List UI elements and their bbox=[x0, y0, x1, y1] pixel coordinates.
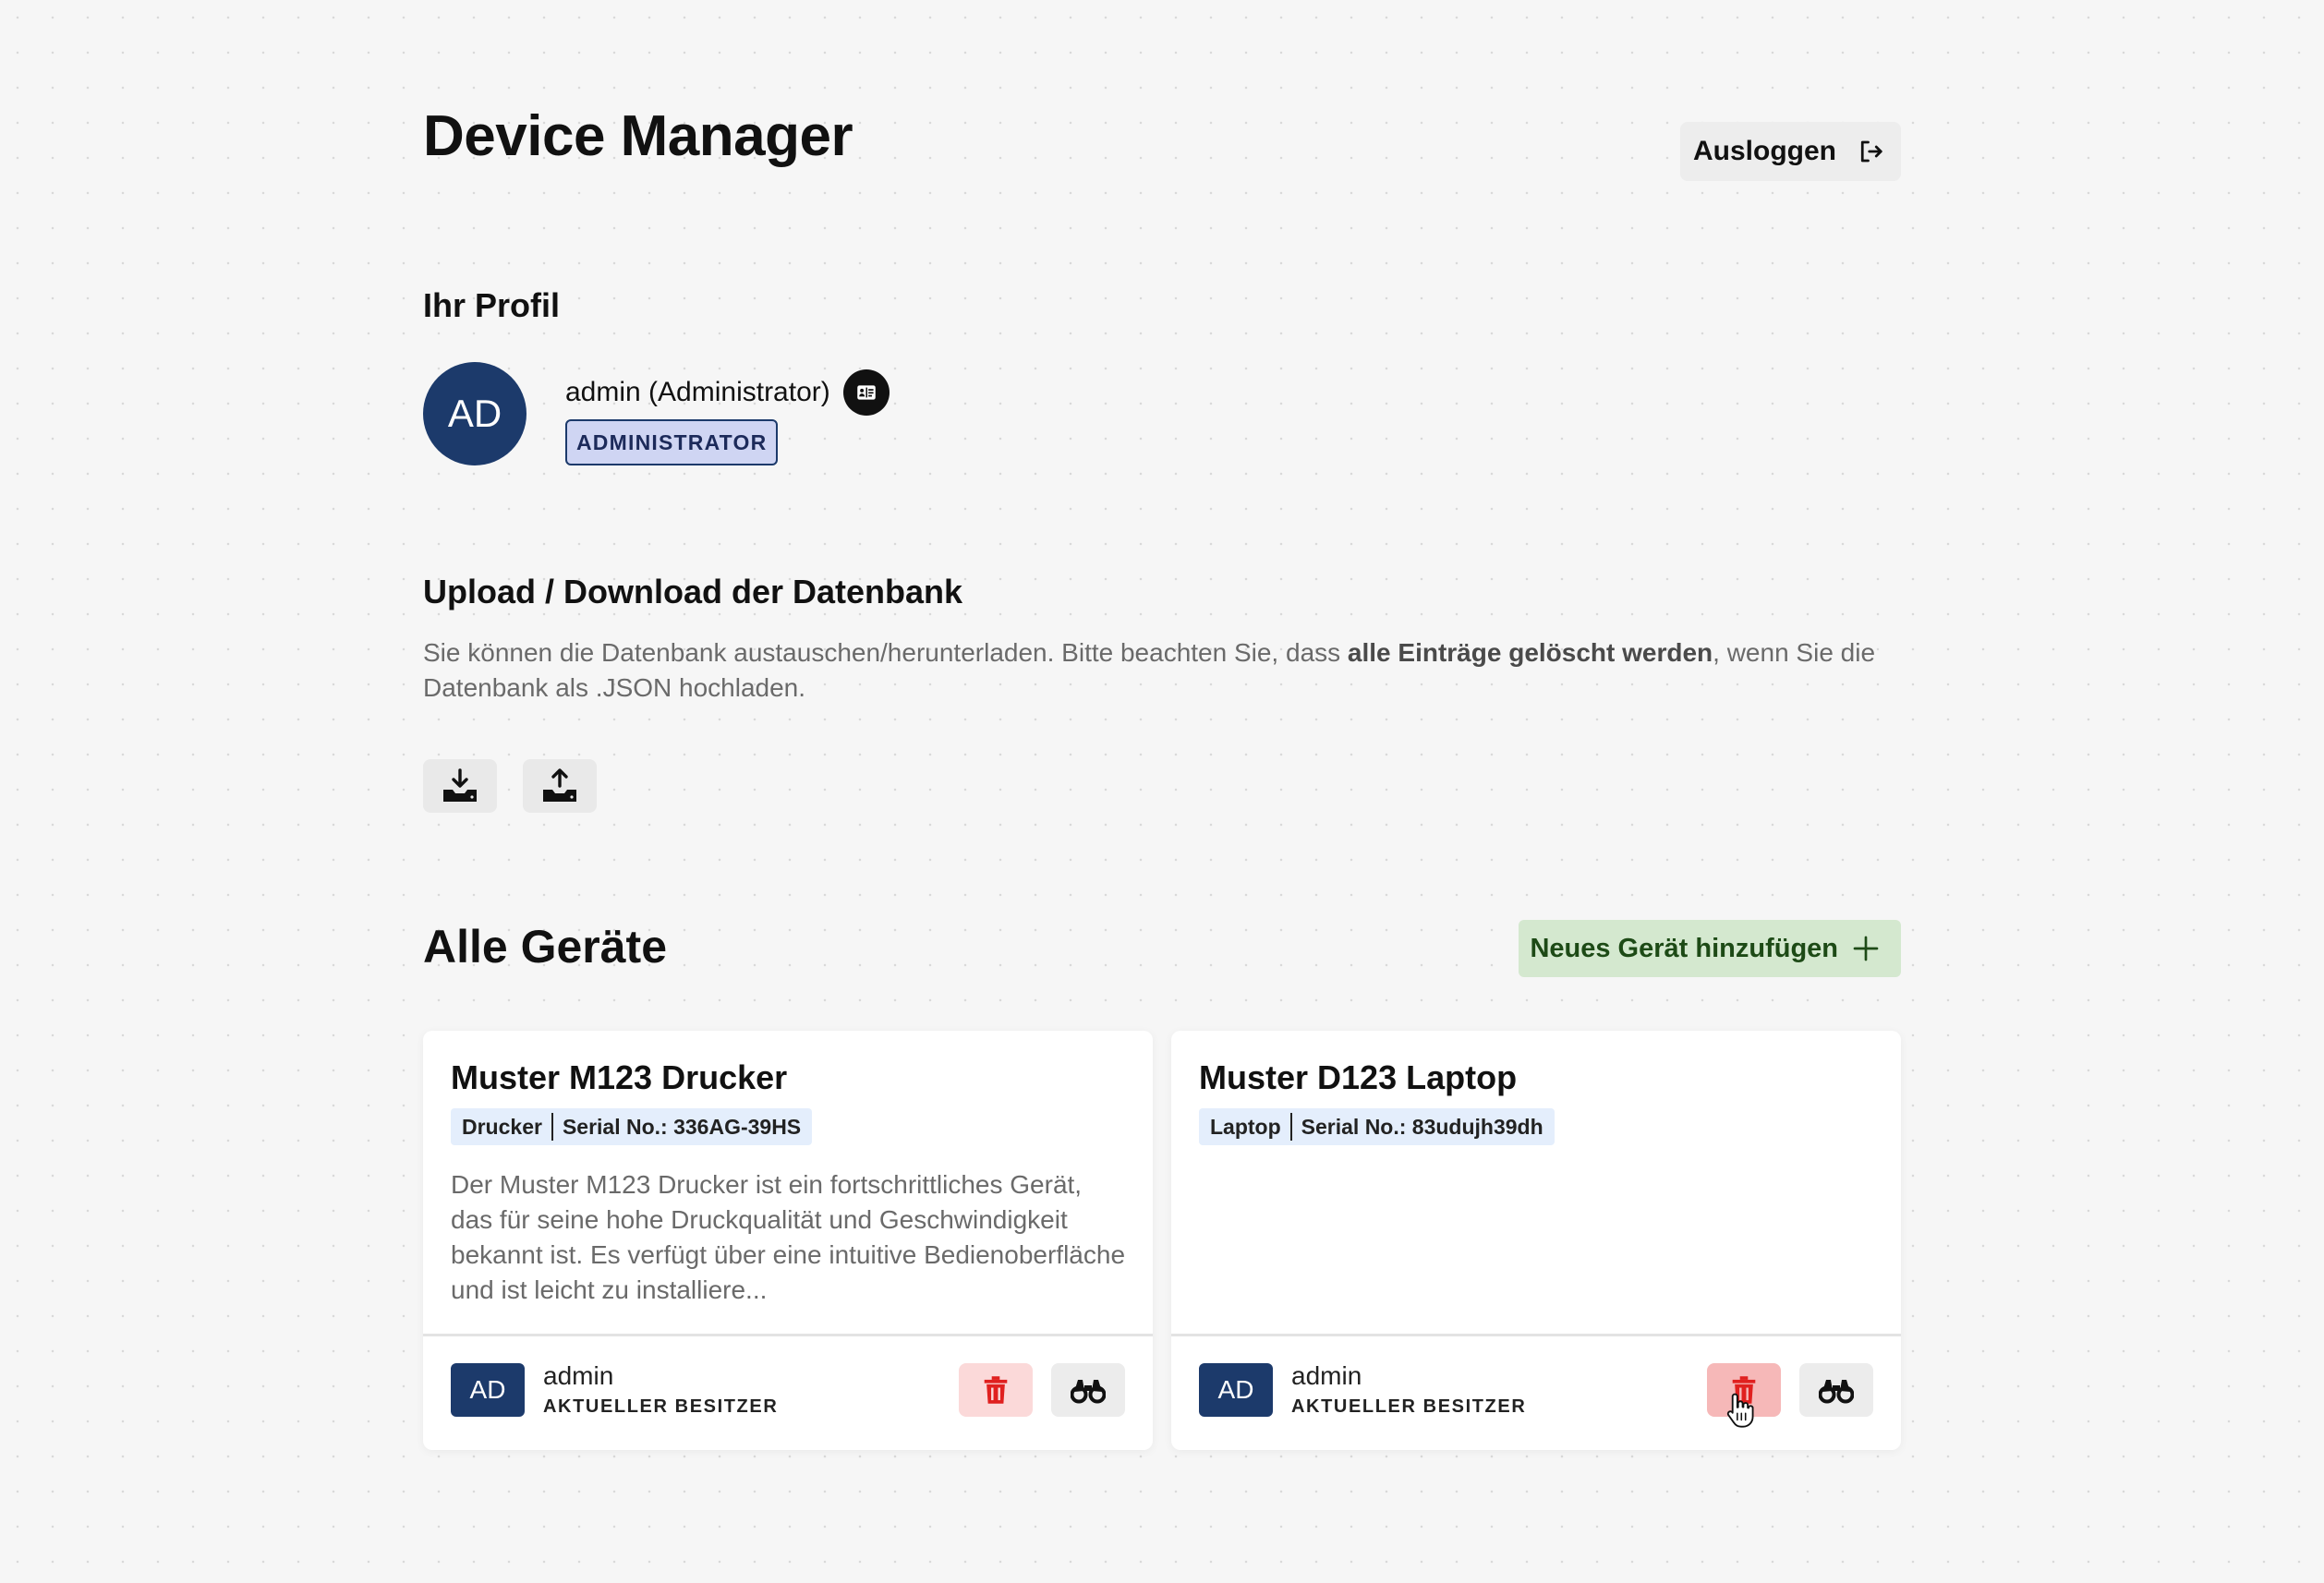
card-divider bbox=[423, 1334, 1153, 1336]
device-description: Der Muster M123 Drucker ist ein fortschrittliches Gerät, das für seine hohe Druckqualität und Geschwindigkeit bekannt ist. Es verfügt über eine intuitive Bedienoberfläche und ist leicht zu installiere... bbox=[451, 1170, 1126, 1304]
upload-database-button[interactable] bbox=[523, 759, 597, 813]
add-device-label: Neues Gerät hinzufügen bbox=[1530, 933, 1838, 963]
app-title: Device Manager bbox=[423, 104, 853, 168]
device-title: Muster M123 Drucker bbox=[451, 1058, 788, 1096]
owner-name: admin bbox=[543, 1361, 614, 1390]
database-section-title: Upload / Download der Datenbank bbox=[423, 573, 963, 610]
plus-icon bbox=[1851, 934, 1881, 963]
device-type-tag: Drucker bbox=[462, 1114, 542, 1139]
database-description bbox=[423, 635, 1901, 706]
add-device-button[interactable] bbox=[1519, 920, 1901, 977]
owner-role: AKTUELLER BESITZER bbox=[543, 1396, 779, 1417]
database-description-text: Sie können die Datenbank austauschen/herunterladen. Bitte beachten Sie, dass bbox=[423, 638, 1348, 667]
trash-icon bbox=[982, 1375, 1010, 1405]
device-card bbox=[1171, 1031, 1901, 1450]
profile-avatar: AD bbox=[423, 362, 527, 465]
tag-separator bbox=[1290, 1113, 1292, 1141]
owner-avatar: AD bbox=[1199, 1363, 1273, 1417]
download-database-button[interactable] bbox=[423, 759, 497, 813]
profile-name: admin (Administrator) bbox=[565, 377, 830, 407]
id-card-icon bbox=[843, 369, 890, 416]
binoculars-icon bbox=[1819, 1376, 1854, 1404]
tag-separator bbox=[551, 1113, 553, 1141]
device-title: Muster D123 Laptop bbox=[1199, 1058, 1518, 1096]
card-divider bbox=[1171, 1334, 1901, 1336]
delete-device-button[interactable] bbox=[959, 1363, 1033, 1417]
device-card bbox=[423, 1031, 1153, 1450]
download-icon bbox=[440, 767, 480, 804]
trash-icon bbox=[1730, 1375, 1758, 1405]
profile-name-row bbox=[565, 369, 890, 416]
device-serial-tag: Serial No.: 83udujh39dh bbox=[1301, 1114, 1543, 1139]
owner-name: admin bbox=[1291, 1361, 1362, 1390]
device-tags bbox=[1199, 1108, 1555, 1145]
logout-icon bbox=[1857, 138, 1884, 165]
upload-icon bbox=[539, 767, 580, 804]
device-serial-tag: Serial No.: 336AG-39HS bbox=[562, 1114, 802, 1139]
devices-section-title: Alle Geräte bbox=[423, 921, 668, 973]
logout-label: Ausloggen bbox=[1693, 136, 1836, 166]
database-description-warning: alle Einträge gelöscht werden bbox=[1347, 638, 1713, 667]
database-description-text-end: , wenn Sie die Datenbank als .JSON hochladen. bbox=[423, 638, 1876, 702]
owner-avatar: AD bbox=[451, 1363, 525, 1417]
view-device-button[interactable] bbox=[1051, 1363, 1125, 1417]
binoculars-icon bbox=[1071, 1376, 1106, 1404]
device-tags bbox=[451, 1108, 812, 1145]
role-badge: ADMINISTRATOR bbox=[565, 419, 778, 465]
view-device-button[interactable] bbox=[1799, 1363, 1873, 1417]
delete-device-button[interactable] bbox=[1707, 1363, 1781, 1417]
profile-section-title: Ihr Profil bbox=[423, 286, 561, 324]
device-type-tag: Laptop bbox=[1210, 1114, 1281, 1139]
owner-role: AKTUELLER BESITZER bbox=[1291, 1396, 1527, 1417]
logout-button[interactable] bbox=[1680, 122, 1901, 181]
